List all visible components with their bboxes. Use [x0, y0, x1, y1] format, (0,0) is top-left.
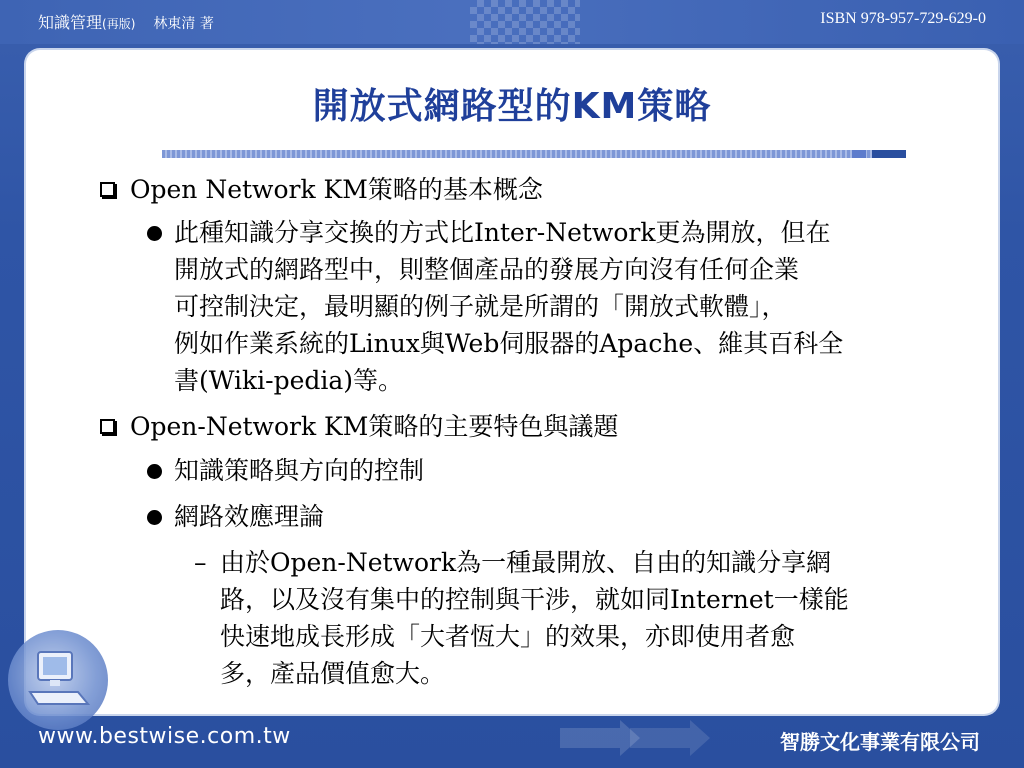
bullet-line: 知識策略與方向的控制	[174, 456, 425, 485]
bullet-line: 可控制決定，最明顯的例子就是所謂的「開放式軟體」，	[174, 292, 787, 321]
bullet-line: 由於Open-Network為一種最開放、自由的知識分享網	[220, 548, 832, 577]
round-bullet-icon	[147, 510, 162, 525]
book-edition: (再版)	[102, 17, 136, 31]
dash-bullet-icon: –	[194, 548, 207, 577]
round-bullet-icon	[147, 226, 162, 241]
bullet-item	[174, 452, 424, 489]
bullet-line: 快速地成長形成「大者恆大」的效果，亦即使用者愈	[220, 622, 796, 651]
footer-arrow-decoration	[560, 718, 720, 758]
square-bullet-icon	[100, 182, 115, 197]
book-author: 林東清 著	[153, 16, 214, 32]
bullet-line: 網路效應理論	[174, 502, 325, 531]
slide-panel	[26, 50, 998, 714]
bullet-item	[174, 498, 324, 535]
header-book-info	[38, 10, 214, 33]
footer-company: 智勝文化事業有限公司	[780, 730, 980, 754]
round-bullet-icon	[147, 464, 162, 479]
bullet-item	[174, 214, 843, 399]
bullet-item	[130, 171, 543, 208]
bullet-line: 路，以及沒有集中的控制與干涉，就如同Internet一樣能	[220, 585, 849, 614]
footer-url: www.bestwise.com.tw	[38, 724, 291, 749]
bullet-line: 書(Wiki-pedia)等。	[174, 366, 404, 395]
title-underline	[162, 150, 906, 158]
slide-title: 開放式網路型的KM策略	[312, 86, 712, 127]
square-bullet-icon	[100, 419, 115, 434]
bullet-line: 多，產品價值愈大。	[220, 659, 446, 688]
bullet-item	[194, 544, 849, 692]
bullet-line: 開放式的網路型中，則整個產品的發展方向沒有任何企業	[174, 255, 800, 284]
bullet-line: Open-Network KM策略的主要特色與議題	[130, 412, 619, 441]
header-bar	[0, 0, 1024, 44]
bullet-line: 此種知識分享交換的方式比Inter-Network更為開放，但在	[174, 218, 831, 247]
bullet-item	[130, 408, 618, 445]
bullet-line: 例如作業系統的Linux與Web伺服器的Apache、維其百科全	[174, 329, 844, 358]
book-isbn: ISBN 978-957-729-629-0	[820, 10, 986, 27]
header-checker-decoration	[470, 0, 580, 44]
computer-logo-icon	[8, 630, 108, 730]
book-title: 知識管理	[38, 13, 103, 32]
bullet-line: Open Network KM策略的基本概念	[130, 175, 543, 204]
